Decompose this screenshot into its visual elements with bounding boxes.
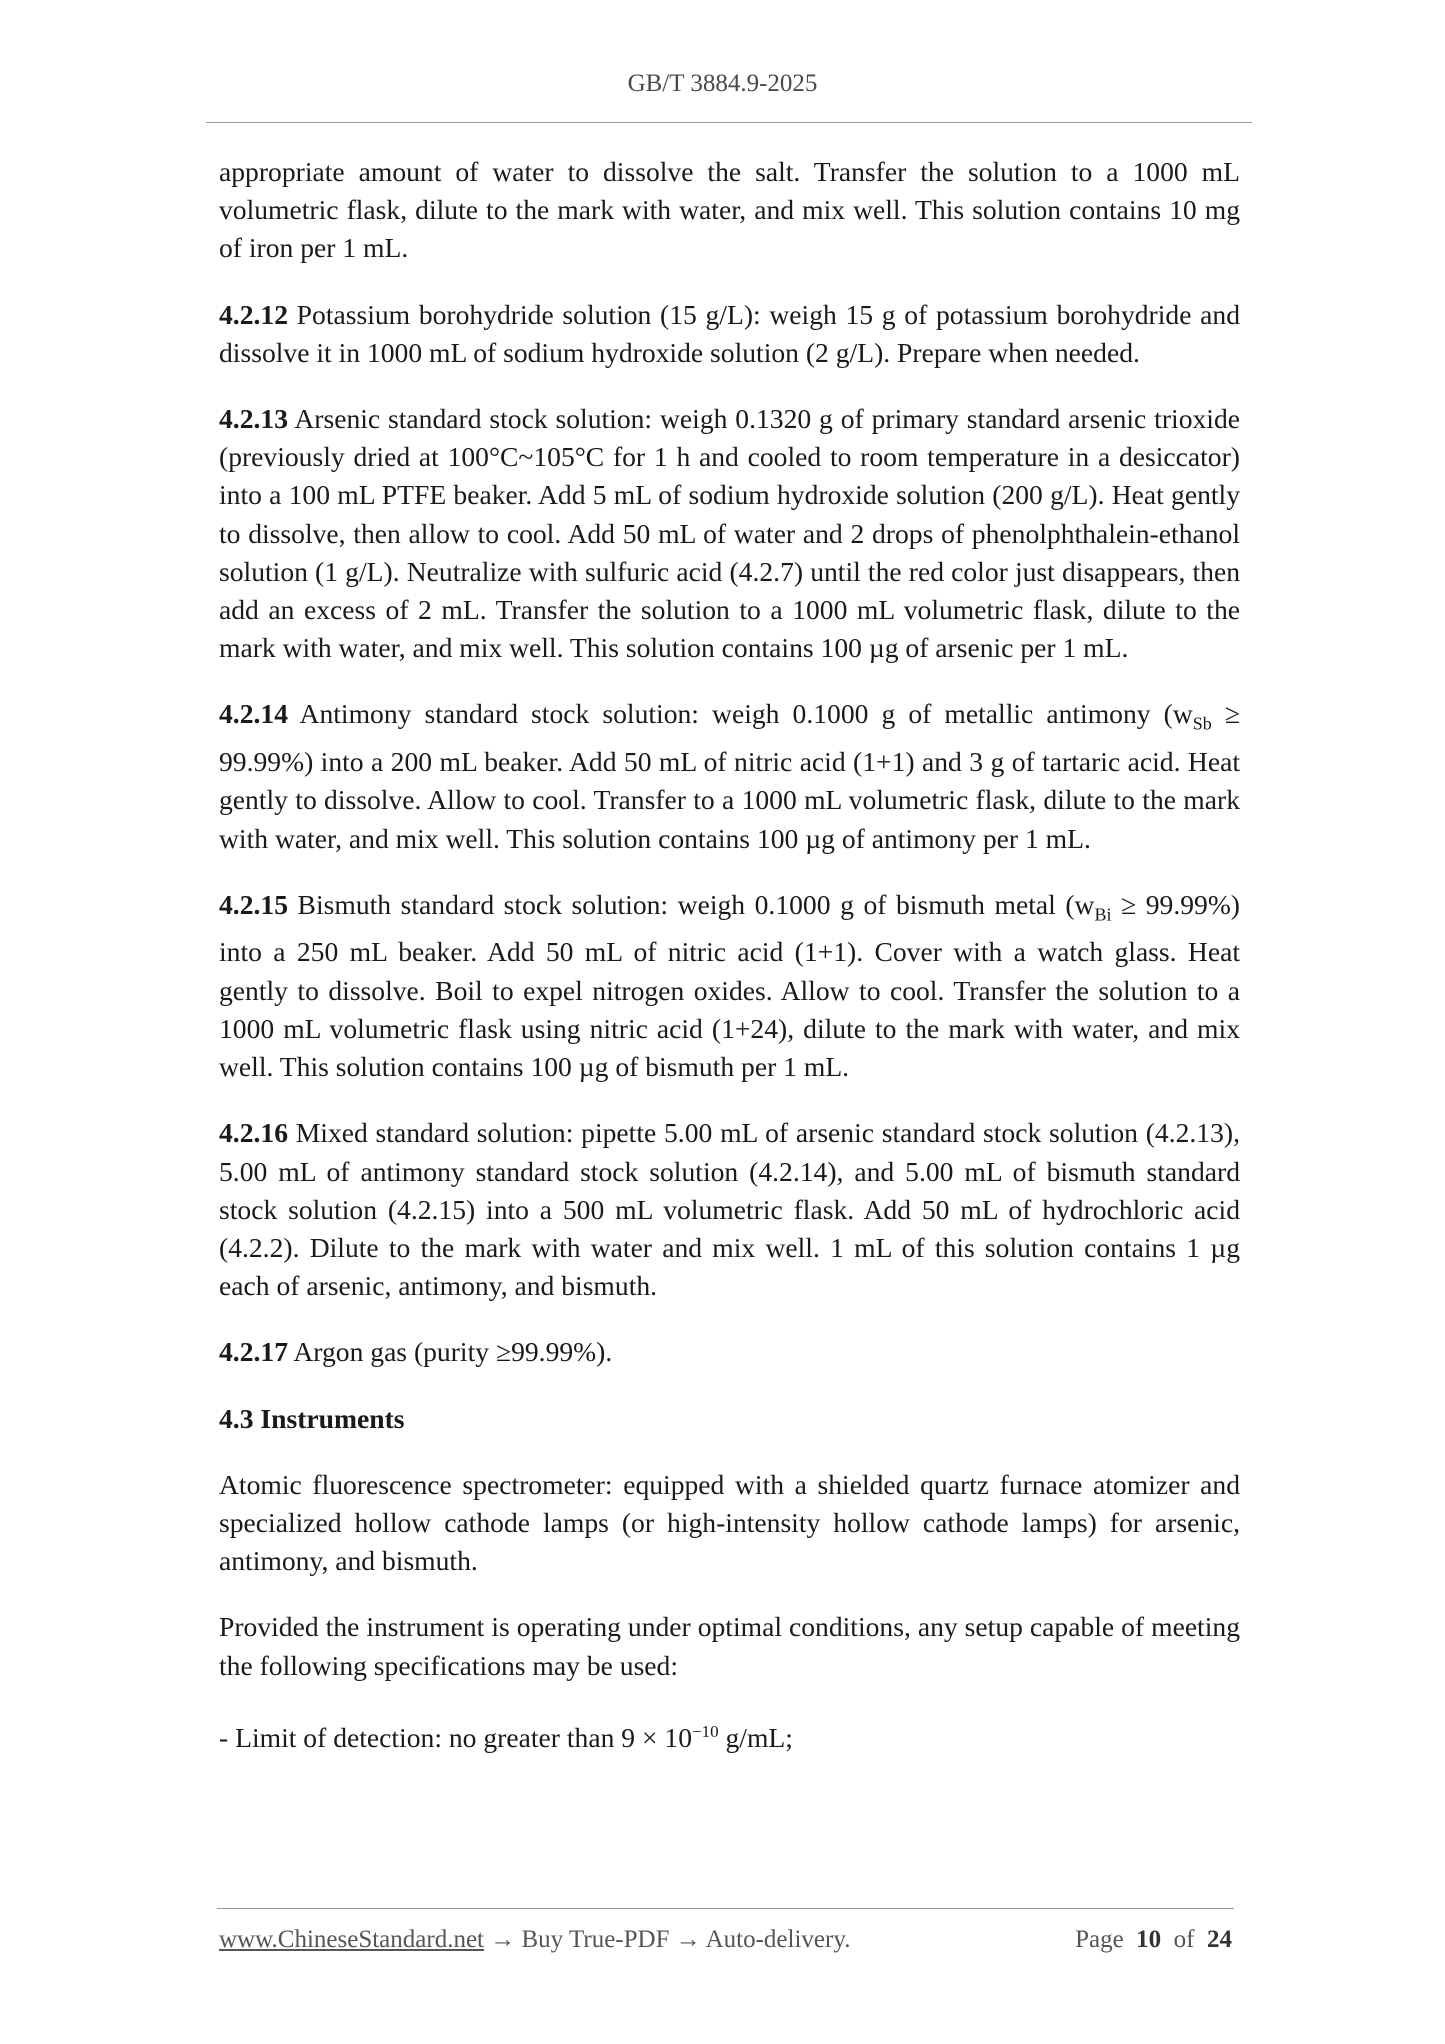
clause-text: Argon gas (purity ≥99.99%). bbox=[287, 1336, 613, 1368]
clause-4-2-17 bbox=[219, 1333, 1240, 1371]
website-link[interactable]: www.ChineseStandard.net bbox=[219, 1926, 484, 1953]
clause-number: 4.2.16 bbox=[219, 1117, 288, 1149]
subscript-bi: Bi bbox=[1094, 904, 1112, 925]
clause-text-cont: ≥ 99.99%) into a 200 mL beaker. Add 50 mL of nitric acid (1+1) and 3 g of tartaric acid. Heat gently to dissolve. Allow to cool. Transfer to a 1000 mL volumetric flask, dilute to the mark with water, and mix well. This solution contains 100 µg of antimony per 1 mL. bbox=[219, 698, 1240, 854]
clause-4-2-15 bbox=[219, 886, 1240, 1087]
footer-left bbox=[219, 1926, 850, 1954]
list-text: - Limit of detection: no greater than 9 × 10 bbox=[219, 1721, 693, 1753]
clause-number: 4.2.14 bbox=[219, 698, 288, 730]
page-header: GB/T 3884.9-2025 bbox=[627, 70, 818, 97]
paragraph-text: Atomic fluorescence spectrometer: equipped with a shielded quartz furnace atomizer and specialized hollow cathode lamps (or high-intensity hollow cathode lamps) for arsenic, antimony, and bismuth. bbox=[219, 1468, 1240, 1577]
clause-number: 4.2.13 bbox=[219, 403, 288, 435]
clause-text: Mixed standard solution: pipette 5.00 mL of arsenic standard stock solution (4.2.13), 5.00 mL of antimony standard stock solution (4.2.14), and 5.00 mL of bismuth standard stock solution (4.2.15) into a 500 mL volumetric flask. Add 50 mL of hydrochloric acid (4.2.2). Dilute to the mark with water and mix well. 1 mL of this solution contains 1 µg each of arsenic, antimony, and bismuth. bbox=[219, 1117, 1240, 1302]
list-item-detection-limit bbox=[219, 1713, 1240, 1757]
clause-text: Arsenic standard stock solution: weigh 0.1320 g of primary standard arsenic trioxide (previously dried at 100°C~105°C for 1 h and cooled to room temperature in a desiccator) into a 100 mL PTFE beaker. Add 5 mL of sodium hydroxide solution (200 g/L). Heat gently to dissolve, then allow to cool. Add 50 mL of water and 2 drops of phenolphthalein-ethanol solution (1 g/L). Neutralize with sulfuric acid (4.2.7) until the red color just disappears, then add an excess of 2 mL. Transfer the solution to a 1000 mL volumetric flask, dilute to the mark with water, and mix well. This solution contains 100 µg of arsenic per 1 mL. bbox=[219, 403, 1240, 664]
total-pages: 24 bbox=[1207, 1926, 1232, 1953]
section-heading-4-3: 4.3 Instruments bbox=[219, 1402, 405, 1434]
clause-number: 4.2.17 bbox=[219, 1336, 288, 1368]
delivery-text: Auto-delivery. bbox=[705, 1926, 851, 1953]
clause-number: 4.2.12 bbox=[219, 298, 288, 330]
paragraph-text: appropriate amount of water to dissolve the salt. Transfer the solution to a 1000 mL volumetric flask, dilute to the mark with water, and mix well. This solution contains 10 mg of iron per 1 mL. bbox=[219, 156, 1240, 264]
clause-4-2-13 bbox=[219, 400, 1240, 667]
clause-text-cont: ≥ 99.99%) into a 250 mL beaker. Add 50 mL of nitric acid (1+1). Cover with a watch glass. Heat gently to dissolve. Boil to expel nitrogen oxides. Allow to cool. Transfer the solution to a 1000 mL volumetric flask using nitric acid (1+24), dilute to the mark with water, and mix well. This solution contains 100 µg of bismuth per 1 mL. bbox=[219, 888, 1240, 1083]
clause-text: Antimony standard stock solution: weigh 0.1000 g of metallic antimony (w bbox=[287, 698, 1193, 730]
arrow-icon: → bbox=[669, 1926, 706, 1953]
superscript-exponent: −10 bbox=[692, 1721, 719, 1741]
footer-divider bbox=[217, 1908, 1234, 1909]
clause-text: Bismuth standard stock solution: weigh 0.1000 g of bismuth metal (w bbox=[287, 888, 1095, 920]
clause-4-2-14 bbox=[219, 695, 1240, 857]
of-label: of bbox=[1173, 1926, 1195, 1953]
clause-4-2-12 bbox=[219, 296, 1240, 372]
clause-number: 4.2.15 bbox=[219, 888, 288, 920]
document-body bbox=[219, 153, 1240, 1785]
arrow-icon: → bbox=[484, 1926, 522, 1953]
page-label: Page bbox=[1075, 1926, 1124, 1953]
clause-text: Potassium borohydride solution (15 g/L): weigh 15 g of potassium borohydride and dissolve it in 1000 mL of sodium hydroxide solution (2 g/L). Prepare when needed. bbox=[219, 298, 1240, 368]
list-text-cont: g/mL; bbox=[718, 1721, 793, 1753]
clause-4-2-16 bbox=[219, 1114, 1240, 1305]
subscript-sb: Sb bbox=[1192, 713, 1212, 734]
instrument-description bbox=[219, 1466, 1240, 1581]
current-page-number: 10 bbox=[1136, 1926, 1162, 1953]
instrument-requirements bbox=[219, 1608, 1240, 1684]
page-indicator bbox=[1075, 1926, 1232, 1954]
header-divider bbox=[206, 122, 1252, 123]
paragraph-text: Provided the instrument is operating under optimal conditions, any setup capable of meeting the following specifications may be used: bbox=[219, 1611, 1240, 1681]
buy-pdf-text: Buy True-PDF bbox=[521, 1926, 670, 1953]
paragraph-continued bbox=[219, 153, 1240, 268]
